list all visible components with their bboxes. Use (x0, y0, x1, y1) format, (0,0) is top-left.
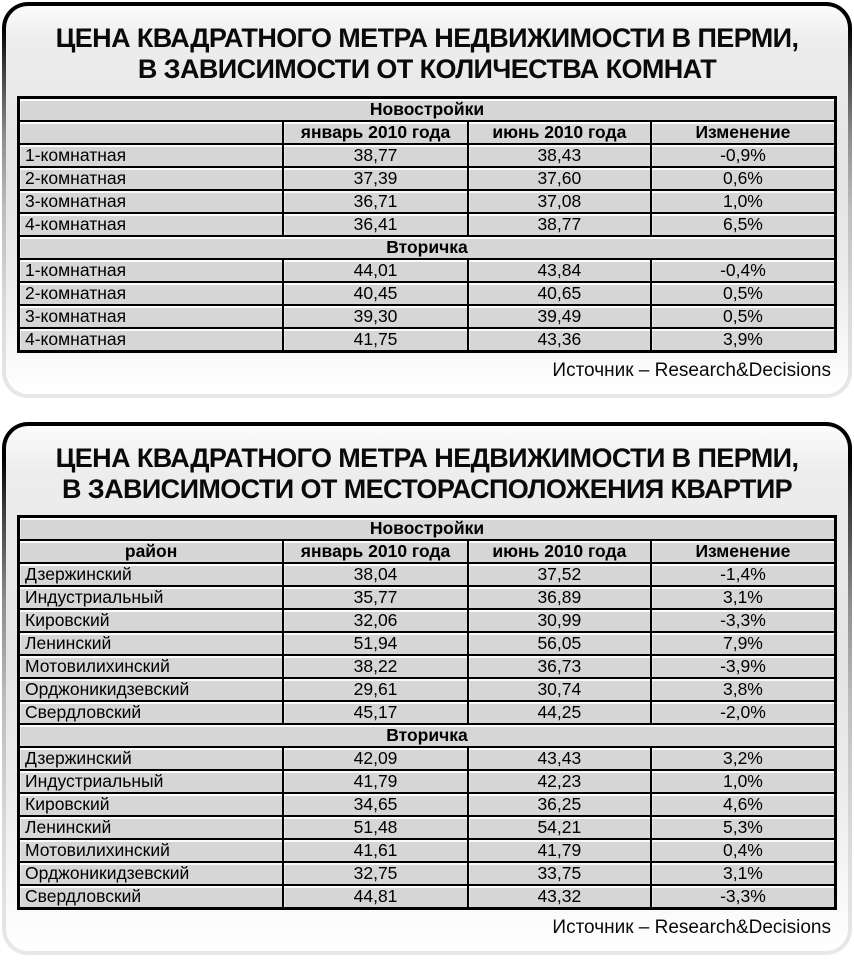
section-header-row (19, 724, 836, 747)
value-cell: 39,30 (283, 305, 468, 328)
table-row (19, 793, 836, 816)
panel-title-line2: В ЗАВИСИМОСТИ ОТ МЕСТОРАСПОЛОЖЕНИЯ КВАРТИР (61, 473, 793, 504)
rooms-price-table (17, 96, 837, 353)
value-cell: 34,65 (283, 793, 468, 816)
value-cell: 0,6% (651, 167, 836, 190)
section-header-row (19, 517, 836, 541)
value-cell: 0,4% (651, 839, 836, 862)
table-row (19, 563, 836, 586)
value-cell: 51,94 (283, 632, 468, 655)
row-label-cell: 4-комнатная (19, 328, 284, 352)
price-panel-districts-frame (2, 422, 852, 956)
value-cell: 38,43 (468, 144, 651, 167)
section-header: Вторичка (19, 236, 836, 259)
value-cell: 56,05 (468, 632, 651, 655)
value-cell: 36,25 (468, 793, 651, 816)
table-row (19, 839, 836, 862)
panel-title (17, 23, 837, 86)
value-cell: 38,04 (283, 563, 468, 586)
column-header (19, 121, 284, 144)
value-cell: -0,4% (651, 259, 836, 282)
column-header: июнь 2010 года (468, 540, 651, 563)
value-cell: 6,5% (651, 213, 836, 236)
table-row (19, 655, 836, 678)
section-header-row (19, 236, 836, 259)
row-label-cell: Ленинский (19, 816, 284, 839)
row-label-cell: Дзержинский (19, 747, 284, 770)
value-cell: -3,3% (651, 609, 836, 632)
value-cell: 45,17 (283, 701, 468, 724)
value-cell: 30,99 (468, 609, 651, 632)
value-cell: 36,73 (468, 655, 651, 678)
value-cell: 42,09 (283, 747, 468, 770)
value-cell: 41,61 (283, 839, 468, 862)
value-cell: 1,0% (651, 770, 836, 793)
panel-title-line2: В ЗАВИСИМОСТИ ОТ КОЛИЧЕСТВА КОМНАТ (137, 54, 717, 85)
table-row (19, 747, 836, 770)
value-cell: 44,81 (283, 885, 468, 909)
value-cell: 1,0% (651, 190, 836, 213)
row-label-cell: Кировский (19, 793, 284, 816)
table-row (19, 190, 836, 213)
table-row (19, 632, 836, 655)
table-row (19, 609, 836, 632)
value-cell: 40,45 (283, 282, 468, 305)
price-panel-rooms-frame (2, 2, 852, 398)
row-label-cell: 3-комнатная (19, 190, 284, 213)
value-cell: 7,9% (651, 632, 836, 655)
districts-price-table (17, 515, 837, 910)
value-cell: 41,79 (468, 839, 651, 862)
value-cell: 37,52 (468, 563, 651, 586)
table-row (19, 678, 836, 701)
value-cell: 35,77 (283, 586, 468, 609)
value-cell: 43,43 (468, 747, 651, 770)
table-row (19, 144, 836, 167)
value-cell: 40,65 (468, 282, 651, 305)
value-cell: 43,84 (468, 259, 651, 282)
value-cell: 36,89 (468, 586, 651, 609)
table-row (19, 862, 836, 885)
value-cell: 38,22 (283, 655, 468, 678)
value-cell: 39,49 (468, 305, 651, 328)
row-label-cell: Индустриальный (19, 770, 284, 793)
value-cell: 0,5% (651, 305, 836, 328)
row-label-cell: Мотовилихинский (19, 655, 284, 678)
value-cell: -0,9% (651, 144, 836, 167)
row-label-cell: 2-комнатная (19, 167, 284, 190)
value-cell: -1,4% (651, 563, 836, 586)
row-label-cell: Орджоникидзевский (19, 678, 284, 701)
value-cell: 0,5% (651, 282, 836, 305)
value-cell: 32,75 (283, 862, 468, 885)
row-label-cell: 2-комнатная (19, 282, 284, 305)
table-row (19, 259, 836, 282)
value-cell: 37,60 (468, 167, 651, 190)
section-header: Вторичка (19, 724, 836, 747)
table-row (19, 282, 836, 305)
value-cell: 43,36 (468, 328, 651, 352)
value-cell: 29,61 (283, 678, 468, 701)
column-header: июнь 2010 года (468, 121, 651, 144)
panel-title (17, 443, 837, 506)
price-panel-rooms (6, 6, 848, 394)
column-header-row (19, 540, 836, 563)
value-cell: 3,2% (651, 747, 836, 770)
table-row (19, 167, 836, 190)
value-cell: 44,25 (468, 701, 651, 724)
value-cell: 36,71 (283, 190, 468, 213)
column-header: Изменение (651, 121, 836, 144)
column-header-row (19, 121, 836, 144)
row-label-cell: Мотовилихинский (19, 839, 284, 862)
value-cell: 30,74 (468, 678, 651, 701)
row-label-cell: Индустриальный (19, 586, 284, 609)
table-row (19, 213, 836, 236)
section-header: Новостройки (19, 97, 836, 121)
value-cell: -2,0% (651, 701, 836, 724)
column-header: январь 2010 года (283, 121, 468, 144)
table-row (19, 885, 836, 909)
table-row (19, 328, 836, 352)
value-cell: 36,41 (283, 213, 468, 236)
row-label-cell: 1-комнатная (19, 144, 284, 167)
value-cell: 3,9% (651, 328, 836, 352)
table-row (19, 586, 836, 609)
section-header-row (19, 97, 836, 121)
row-label-cell: Ленинский (19, 632, 284, 655)
column-header: Изменение (651, 540, 836, 563)
value-cell: 37,08 (468, 190, 651, 213)
value-cell: 5,3% (651, 816, 836, 839)
value-cell: 3,8% (651, 678, 836, 701)
panel-title-line1: ЦЕНА КВАДРАТНОГО МЕТРА НЕДВИЖИМОСТИ В ПЕРМИ, (55, 442, 799, 473)
value-cell: 38,77 (468, 213, 651, 236)
row-label-cell: Дзержинский (19, 563, 284, 586)
panel-title-line1: ЦЕНА КВАДРАТНОГО МЕТРА НЕДВИЖИМОСТИ В ПЕРМИ, (55, 23, 799, 53)
value-cell: 43,32 (468, 885, 651, 909)
row-label-cell: Орджоникидзевский (19, 862, 284, 885)
source-label: Источник – Research&Decisions (552, 359, 831, 381)
row-label-cell: 1-комнатная (19, 259, 284, 282)
value-cell: 42,23 (468, 770, 651, 793)
value-cell: 3,1% (651, 586, 836, 609)
table-row (19, 770, 836, 793)
value-cell: -3,9% (651, 655, 836, 678)
column-header: январь 2010 года (283, 540, 468, 563)
value-cell: -3,3% (651, 885, 836, 909)
value-cell: 41,79 (283, 770, 468, 793)
row-label-cell: 4-комнатная (19, 213, 284, 236)
value-cell: 37,39 (283, 167, 468, 190)
column-header: район (19, 540, 284, 563)
value-cell: 3,1% (651, 862, 836, 885)
table-row (19, 305, 836, 328)
value-cell: 32,06 (283, 609, 468, 632)
table-row (19, 701, 836, 724)
value-cell: 51,48 (283, 816, 468, 839)
section-header: Новостройки (19, 517, 836, 541)
price-panel-districts (6, 426, 848, 952)
value-cell: 41,75 (283, 328, 468, 352)
row-label-cell: 3-комнатная (19, 305, 284, 328)
row-label-cell: Свердловский (19, 701, 284, 724)
table-row (19, 816, 836, 839)
source-label: Источник – Research&Decisions (552, 917, 831, 939)
row-label-cell: Свердловский (19, 885, 284, 909)
value-cell: 4,6% (651, 793, 836, 816)
value-cell: 44,01 (283, 259, 468, 282)
row-label-cell: Кировский (19, 609, 284, 632)
value-cell: 33,75 (468, 862, 651, 885)
value-cell: 54,21 (468, 816, 651, 839)
value-cell: 38,77 (283, 144, 468, 167)
